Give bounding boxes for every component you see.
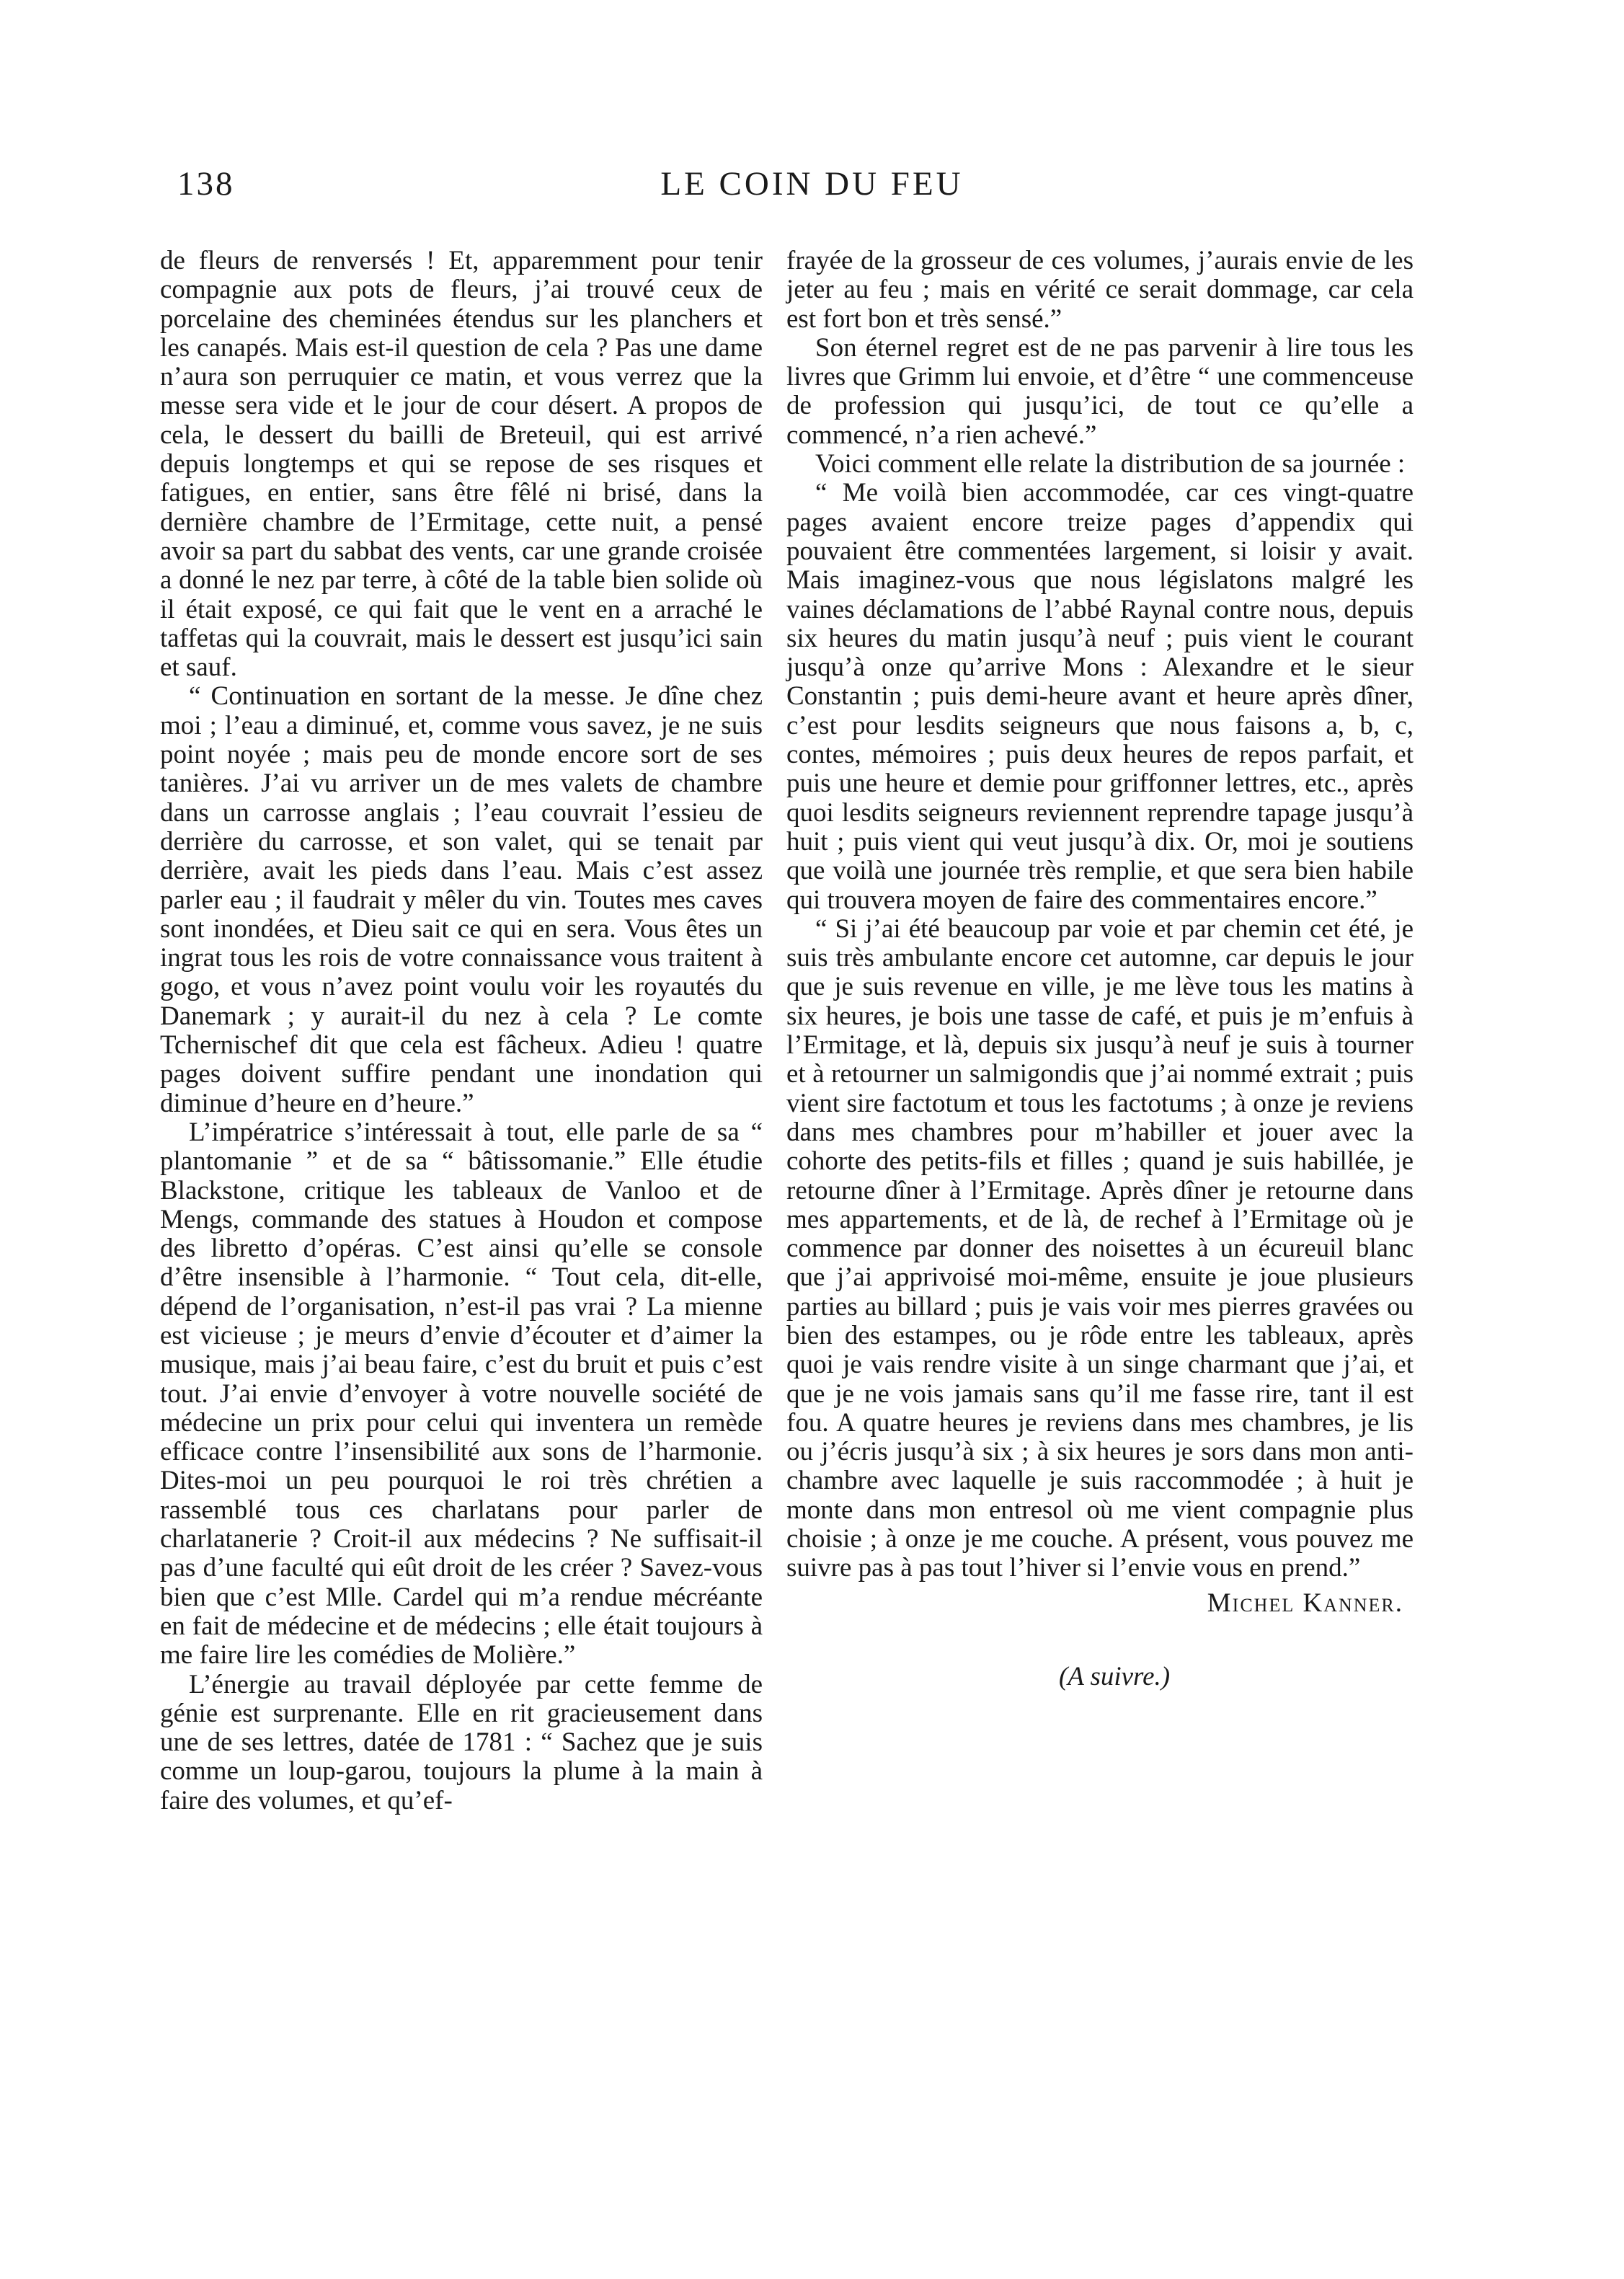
author-signature: Michel Kanner. xyxy=(1207,1588,1403,1618)
paragraph: “ Si j’ai été beaucoup par voie et par chemin cet été, je suis très ambulante encore cet automne, car depuis le jour que je suis revenue en ville, je me lève tous les matins à six heures, je bois une tasse de café, et puis je m’enfuis à l’Ermitage, et là, depuis six jusqu’à neuf je suis à tourner et à retourner un salmigondis que j’ai nommé extrait ; puis vient sire factotum et tous les factotums ; à onze je reviens dans mes chambres pour m’habiller et jouer avec la cohorte des petits-fils et filles ; quand je suis habillée, je retourne dîner à l’Ermitage. Après dîner je retourne dans mes appartements, et de là, de rechef à l’Ermitage où je commence par donner des noisettes à un écureuil blanc que j’ai apprivoisé moi-même, ensuite je joue plusieurs parties au billard ; puis je vais voir mes pierres gravées ou bien des estampes, ou je rôde entre les tableaux, après quoi je vais rendre visite à un singe charmant que j’ai, et que je ne vois jamais sans qu’il me fasse rire, tant il est fou. A quatre heures je reviens dans mes chambres, je lis ou j’écris jusqu’à six ; à six heures je sors dans mon anti-chambre avec laquelle je suis raccommodée ; à huit je monte dans mon entresol où me vient compagnie plus choisie ; à onze je me couche. A présent, vous pouvez me suivre pas à pas tout l’hiver si l’envie vous en prend.” xyxy=(786,913,1414,1583)
paragraph: L’énergie au travail déployée par cette femme de génie est surprenante. Elle en rit gracieusement dans une de ses lettres, datée de 1781 : “ Sachez que je suis comme un loup-garou, toujours la plume à la main à faire des volumes, et qu’ef- xyxy=(160,1669,763,1815)
paragraph: de fleurs de renversés ! Et, apparemment pour tenir compagnie aux pots de fleurs, j’ai trouvé ceux de porcelaine des cheminées étendus sur les planchers et les canapés. Mais est-il question de cela ? Pas une dame n’aura son perruquier ce matin, et vous verrez que la messe sera vide et le jour de cour désert. A propos de cela, le dessert du bailli de Breteuil, qui est arrivé depuis longtemps et qui se repose de ses risques et fatigues, en entier, sans être fêlé ni brisé, dans la dernière chambre de l’Ermitage, cette nuit, a pensé avoir sa part du sabbat des vents, car une grande croisée a donné le nez par terre, à côté de la table bien solide où il était exposé, ce qui fait que le vent en a arraché le taffetas qui la couvrait, mais le dessert est jusqu’ici sain et sauf. xyxy=(160,246,763,683)
paragraph: “ Me voilà bien accommodée, car ces vingt-quatre pages avaient encore treize pages d’appendix qui pouvaient être commentées largement, si loisir y avait. Mais imaginez-vous que nous législatons malgré les vaines déclamations de l’abbé Raynal contre nous, depuis six heures du matin jusqu’à neuf ; puis vient le courant jusqu’à onze qu’arrive Mons : Alexandre et le sieur Constantin ; puis demi-heure avant et heure après dîner, c’est pour lesdits seigneurs que nous faisons a, b, c, contes, mémoires ; puis deux heures de repos parfait, et puis une heure et demie pour griffonner lettres, etc., après quoi lesdits seigneurs reviennent reprendre tapage jusqu’à huit ; puis vient qui veut jusqu’à dix. Or, moi je soutiens que voilà une journée très remplie, et que sera bien habile qui trouvera moyen de faire des commentaires encore.” xyxy=(786,478,1414,915)
paragraph: frayée de la grosseur de ces volumes, j’aurais envie de les jeter au feu ; mais en vérité ce serait dommage, car cela est fort bon et très sensé.” xyxy=(786,246,1414,334)
left-column xyxy=(160,247,763,1815)
right-column xyxy=(786,247,1414,1691)
paragraph: L’impératrice s’intéressait à tout, elle parle de sa “ plantomanie ” et de sa “ bâtissomanie.” Elle étudie Blackstone, critique les tableaux de Vanloo et de Mengs, commande des statues à Houdon et compose des libretto d’opéras. C’est ainsi qu’elle se console d’être insensible à l’harmonie. “ Tout cela, dit-elle, dépend de l’organisation, n’est-il pas vrai ? La mienne est vicieuse ; je meurs d’envie d’écouter et d’aimer la musique, mais j’ai beau faire, c’est du bruit et puis c’est tout. J’ai envie d’envoyer à votre nouvelle société de médecine un prix pour celui qui inventera un remède efficace contre l’insensibilité aux sons de l’harmonie. Dites-moi un peu pourquoi le roi très chrétien a rassemblé tous ces charlatans pour parler de charlatanerie ? Croit-il aux médecins ? Ne suffisait-il pas d’une faculté qui eût droit de les créer ? Savez-vous bien que c’est Mlle. Cardel qui m’a rendue mécréante en fait de médecine et de médecins ; elle était toujours à me faire lire les comédies de Molière.” xyxy=(160,1117,763,1670)
paragraph: Son éternel regret est de ne pas parvenir à lire tous les livres que Grimm lui envoie, et d’être “ une commenceuse de profession qui jusqu’ici, de tout ce qu’elle a commencé, n’a rien achevé.” xyxy=(786,332,1414,450)
to-be-continued: (A suivre.) xyxy=(1058,1661,1171,1691)
paragraph: Voici comment elle relate la distribution de sa journée : xyxy=(815,449,1406,479)
paragraph: “ Continuation en sortant de la messe. Je dîne chez moi ; l’eau a diminué, et, comme vous savez, je ne suis point noyée ; mais peu de monde encore sort de ses tanières. J’ai vu arriver un de mes valets de chambre dans un carrosse anglais ; l’eau couvrait l’essieu de derrière du carrosse, et son valet, qui se tenait par derrière, avait les pieds dans l’eau. Mais c’est assez parler eau ; il faudrait y mêler du vin. Toutes mes caves sont inondées, et Dieu sait ce qui en sera. Vous êtes un ingrat tous les rois de votre connaissance vous traitent à gogo, et vous n’avez point voulu voir les royautés du Danemark ; y aurait-il du nez à cela ? Le comte Tchernischef dit que cela est fâcheux. Adieu ! quatre pages doivent suffire pendant une inondation qui diminue d’heure en d’heure.” xyxy=(160,681,763,1118)
running-title: LE COIN DU FEU xyxy=(660,165,964,203)
page-number: 138 xyxy=(177,165,235,203)
